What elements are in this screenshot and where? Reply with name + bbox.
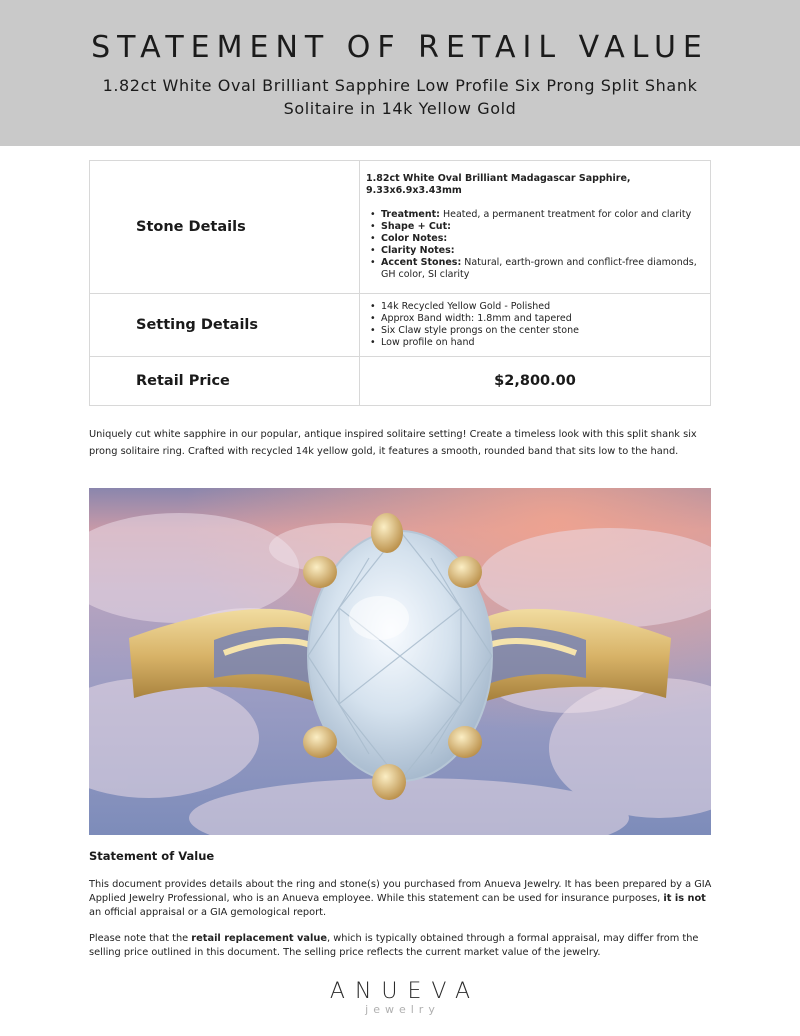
stone-heading: 1.82ct White Oval Brilliant Madagascar Sapphire, 9.33x6.9x3.43mm — [366, 173, 631, 196]
p2-text-b: , which is typically obtained through a formal appraisal, may differ from the selling price outlined in this document. The selling price reflects the current market value of the jewelry. — [89, 933, 699, 958]
accent-stones-value: Natural, earth-grown and conflict-free diamonds, GH color, SI clarity — [381, 257, 697, 280]
stone-accent-stones — [366, 257, 698, 281]
p1-bold: it is not — [663, 893, 706, 904]
p2-bold: retail replacement value — [191, 933, 327, 944]
retail-price-label: Retail Price — [90, 357, 360, 406]
statement-paragraph-1 — [89, 878, 714, 920]
setting-details-content — [360, 294, 711, 357]
stone-bullet-list — [366, 209, 698, 281]
brand-logo: ANUEVA — [329, 979, 481, 1004]
stone-color-notes — [366, 233, 698, 245]
document-title: STATEMENT OF RETAIL VALUE — [91, 30, 709, 65]
stone-details-label: Stone Details — [90, 161, 360, 294]
stone-details-row — [90, 161, 711, 294]
setting-bullet-list — [366, 301, 698, 349]
retail-price-value: $2,800.00 — [360, 357, 711, 406]
retail-price-row — [90, 357, 711, 406]
details-table — [89, 160, 711, 406]
p1-text-a: This document provides details about the ring and stone(s) you purchased from Anueva Jewelry. It has been prepared by a GIA Applied Jewelry Professional, who is an Anueva employee. While this statement can be used for insurance purposes, — [89, 879, 712, 904]
brand-logo-subtitle: jewelry — [365, 1003, 440, 1016]
setting-details-label: Setting Details — [90, 294, 360, 357]
header-band — [0, 0, 800, 146]
statement-paragraph-2 — [89, 932, 714, 960]
stone-treatment — [366, 209, 698, 221]
color-notes-label: Color Notes: — [381, 233, 448, 244]
treatment-value: Heated, a permanent treatment for color and clarity — [439, 209, 692, 220]
p1-text-b: an official appraisal or a GIA gemological report. — [89, 907, 327, 918]
setting-item: • Approx Band width: 1.8mm and tapered — [366, 313, 698, 325]
treatment-label: Treatment: — [381, 209, 440, 220]
stone-details-content — [360, 161, 711, 294]
setting-details-row — [90, 294, 711, 357]
document-subtitle: 1.82ct White Oval Brilliant Sapphire Low Profile Six Prong Split Shank Solitaire in 14k Yellow Gold — [102, 76, 698, 118]
setting-item: • Low profile on hand — [366, 337, 698, 349]
setting-item: • Six Claw style prongs on the center stone — [366, 325, 698, 337]
stone-clarity-notes — [366, 245, 698, 257]
p2-text-a: Please note that the — [89, 933, 192, 944]
ring-illustration — [89, 488, 711, 835]
setting-item: • 14k Recycled Yellow Gold - Polished — [366, 301, 698, 313]
product-description: Uniquely cut white sapphire in our popular, antique inspired solitaire setting! Create a timeless look with this split shank six prong solitaire ring. Crafted with recycled 14k yellow gold, it features a smooth, rounded band that sits low to the hand. — [89, 429, 697, 457]
accent-stones-label: Accent Stones: — [381, 257, 462, 268]
ring-photo — [89, 488, 711, 835]
statement-of-value-title: Statement of Value — [89, 849, 215, 863]
clarity-notes-label: Clarity Notes: — [381, 245, 455, 256]
shape-cut-label: Shape + Cut: — [381, 221, 451, 232]
stone-shape-cut — [366, 221, 698, 233]
